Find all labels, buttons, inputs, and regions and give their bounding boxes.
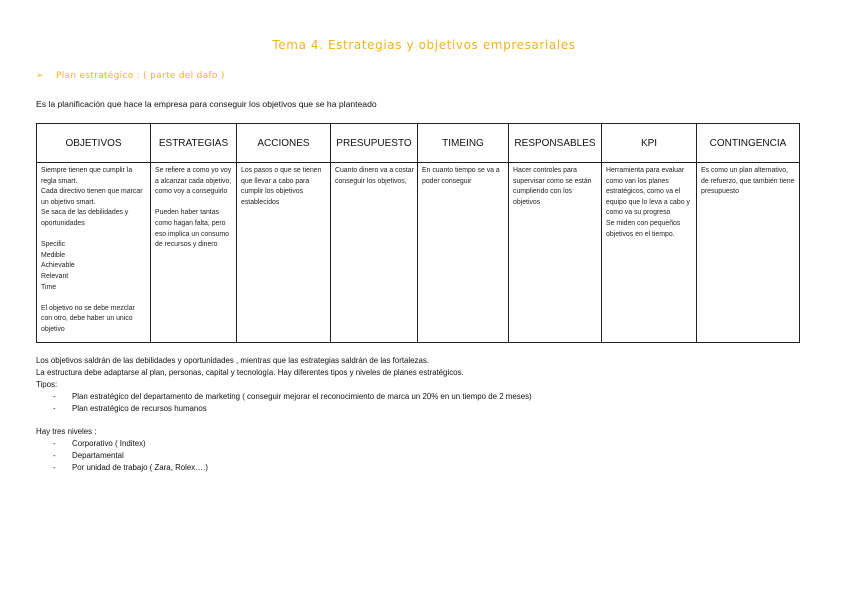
cell-kpi: Herramienta para evaluar como van los planes estratégicos, como va el equipo que lo leva a cabo y como va su progreso Se miden con pequeños objetivos en el tiempo. [602,163,697,343]
document-title: Tema 4. Estrategias y objetivos empresariales [272,38,576,52]
cell-responsables: Hacer controles para supervisar como se están cumpliendo con los objetivos [509,163,602,343]
cell-timeing: En cuanto tiempo se va a poder conseguir [418,163,509,343]
cell-objetivos: Siempre tienen que cumplir la regla smart. Cada directivo tienen que marcar un objetivo smart. Se saca de las debilidades y oportunidades Specific Medible Achievable Relevant Time El objetivo no se debe mezclar con otro, debe haber un unico objetivo [37,163,151,343]
header-acciones: ACCIONES [237,124,331,163]
strategy-table [36,123,800,343]
list-item-text: Departamental [72,451,124,460]
list-item [36,450,532,462]
cell-estrategias: Se refiere a como yo voy a alcanzar cada objetivo, como voy a conseguirlo Pueden haber tantas como hagan falta, pero eso implica un consumo de recursos y dinero [151,163,237,343]
tipos-list [36,391,532,415]
table-header-row [37,124,800,163]
dash-bullet: - [53,392,56,401]
arrow-bullet-icon: ➢ [36,71,44,81]
header-presupuesto: PRESUPUESTO [331,124,418,163]
dash-bullet: - [53,451,56,460]
list-item [36,438,532,450]
cell-acciones: Los pasos o que se tienen que llevar a cabo para cumplir los objetivos establecidos [237,163,331,343]
list-item-text: Por unidad de trabajo ( Zara, Rolex….) [72,463,208,472]
table-row [37,163,800,343]
header-estrategias: ESTRATEGIAS [151,124,237,163]
list-item [36,391,532,403]
niveles-list [36,438,532,474]
list-item-text: Plan estratégico del departamento de marketing ( conseguir mejorar el reconocimiento de marca un 20% en un tiempo de 2 meses) [72,392,532,401]
cell-contingencia: Es como un plan alternativo, de refuerzo, que también tiene presupuesto [697,163,800,343]
header-timeing: TIMEING [418,124,509,163]
intro-paragraph: Es la planificación que hace la empresa para conseguir los objetivos que se ha planteado [36,99,377,109]
spacer [36,415,532,426]
cell-presupuesto: Cuanto dinero va a costar conseguir los objetivos, [331,163,418,343]
list-item-text: Corporativo ( Inditex) [72,439,146,448]
note-line-1: Los objetivos saldrán de las debilidades y oportunidades , mientras que las estrategias saldrán de las fortalezas. [36,356,430,365]
niveles-label: Hay tres niveles : [36,427,97,436]
list-item [36,462,532,474]
tipos-label: Tipos: [36,380,58,389]
dash-bullet: - [53,439,56,448]
list-item-text: Plan estratégico de recursos humanos [72,404,207,413]
section-heading [36,71,225,81]
section-heading-text: Plan estratégico : ( parte del dafo ) [56,71,225,81]
header-contingencia: CONTINGENCIA [697,124,800,163]
list-item [36,403,532,415]
header-objetivos: OBJETIVOS [37,124,151,163]
dash-bullet: - [53,404,56,413]
note-line-2: La estructura debe adaptarse al plan, personas, capital y tecnología. Hay diferentes tipos y niveles de planes estratégicos. [36,368,464,377]
header-responsables: RESPONSABLES [509,124,602,163]
header-kpi: KPI [602,124,697,163]
dash-bullet: - [53,463,56,472]
notes-section [36,355,532,474]
